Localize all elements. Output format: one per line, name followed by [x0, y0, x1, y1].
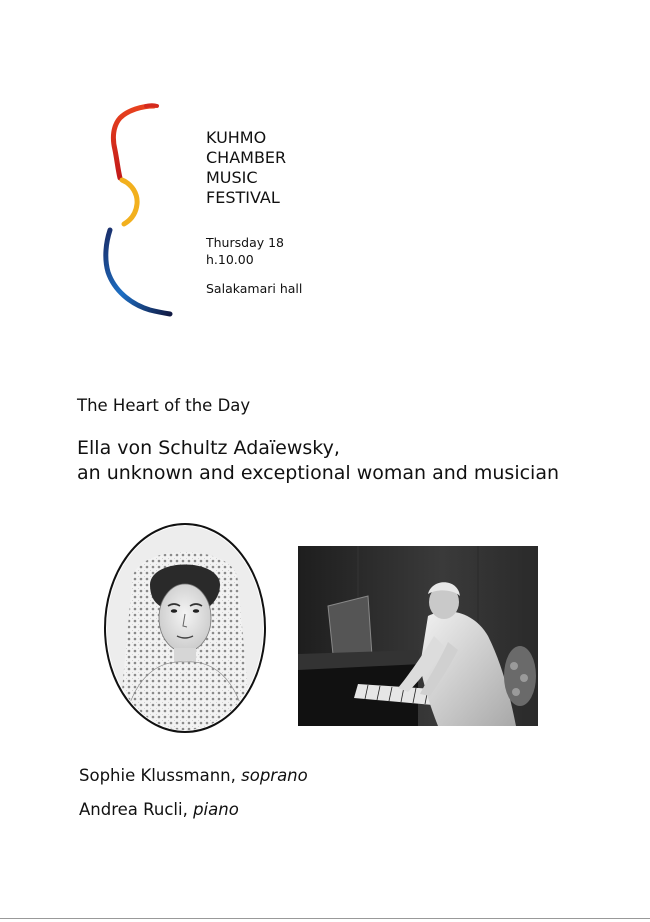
performer-row [79, 766, 308, 786]
headline-line: an unknown and exceptional woman and musician [77, 462, 560, 484]
performer-row [79, 800, 308, 820]
portrait-image [102, 522, 268, 734]
piano-photo [298, 546, 538, 726]
series-title: The Heart of the Day [77, 396, 251, 415]
performer-role: soprano [241, 766, 308, 785]
concert-headline [77, 436, 559, 486]
page-edge-divider [0, 918, 650, 919]
event-time: h.10.00 [206, 252, 254, 267]
performers-list [79, 766, 308, 834]
event-day: Thursday 18 [206, 235, 285, 250]
festival-title-line: CHAMBER [206, 148, 287, 167]
performer-name: Andrea Rucli, [79, 800, 194, 819]
event-venue: Salakamari hall [206, 281, 303, 296]
headline-line: Ella von Schultz Adaïewsky, [77, 437, 340, 459]
performer-role: piano [193, 800, 239, 819]
festival-title-line: MUSIC [206, 168, 258, 187]
festival-title [206, 128, 286, 208]
festival-logo [98, 100, 178, 322]
performer-name: Sophie Klussmann, [79, 766, 242, 785]
festival-title-line: KUHMO [206, 128, 267, 147]
festival-title-line: FESTIVAL [206, 188, 280, 207]
violin-outline-icon [98, 100, 178, 322]
event-info [206, 234, 302, 297]
